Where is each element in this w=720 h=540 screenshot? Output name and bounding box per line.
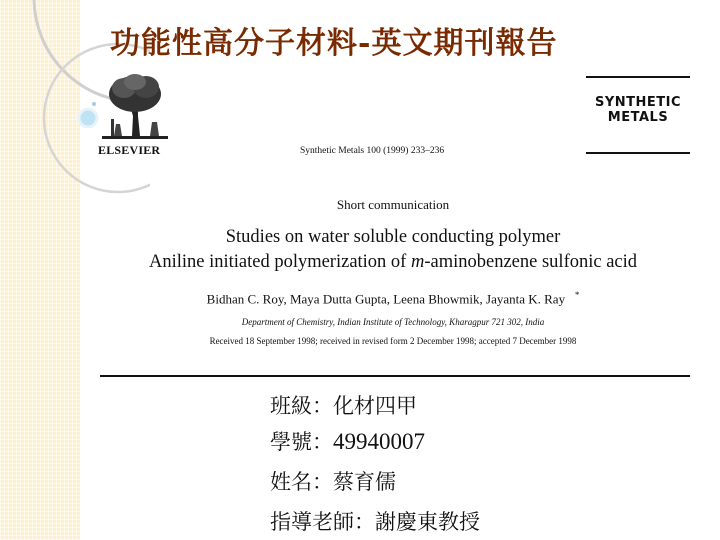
article-type: Short communication	[336, 197, 450, 212]
authors-text: Bidhan C. Roy, Maya Dutta Gupta, Leena Bhowmik, Jayanta K. Ray	[206, 291, 566, 307]
student-id-value: 49940007	[333, 429, 425, 454]
student-id-line	[270, 426, 425, 456]
author-list	[96, 290, 690, 307]
author-mark: *	[574, 290, 580, 300]
title-suffix: -aminobenzene sulfonic acid	[424, 252, 638, 272]
slide-title: 功能性高分子材料-英文期刊報告	[110, 26, 558, 61]
logo-word-1: SYNTHETIC	[594, 95, 682, 110]
class-value: 化材四甲	[333, 394, 417, 418]
class-line	[270, 390, 417, 420]
class-label: 班級：	[270, 394, 333, 418]
advisor-label: 指導老師：	[270, 510, 375, 534]
header-rule	[100, 375, 690, 377]
title-italic: m	[410, 252, 425, 272]
title-prefix: Aniline initiated polymerization of	[148, 252, 411, 272]
paper-title-line-1: Studies on water soluble conducting polymer	[225, 227, 561, 247]
elsevier-tree-logo	[102, 72, 168, 142]
received-dates: Received 18 September 1998; received in revised form 2 December 1998; accepted 7 December 1998	[209, 336, 577, 346]
logo-rule-bottom	[586, 152, 690, 154]
student-id-label: 學號：	[270, 430, 333, 454]
affiliation: Department of Chemistry, Indian Institute of Technology, Kharagpur 721 302, India	[241, 317, 545, 327]
journal-citation: Synthetic Metals 100 (1999) 233–236	[300, 146, 445, 156]
publisher-name: ELSEVIER	[98, 143, 161, 157]
paper-title-line-2	[96, 252, 690, 273]
paper-header	[96, 72, 690, 382]
logo-word-2: METALS	[607, 110, 669, 125]
decorative-dot	[79, 109, 97, 127]
advisor-line	[270, 506, 480, 536]
name-value: 蔡育儒	[333, 470, 396, 494]
advisor-value: 謝慶東教授	[375, 510, 480, 534]
name-line	[270, 466, 396, 496]
name-label: 姓名：	[270, 470, 333, 494]
synthetic-metals-logo	[586, 76, 690, 156]
logo-rule-top	[586, 76, 690, 78]
